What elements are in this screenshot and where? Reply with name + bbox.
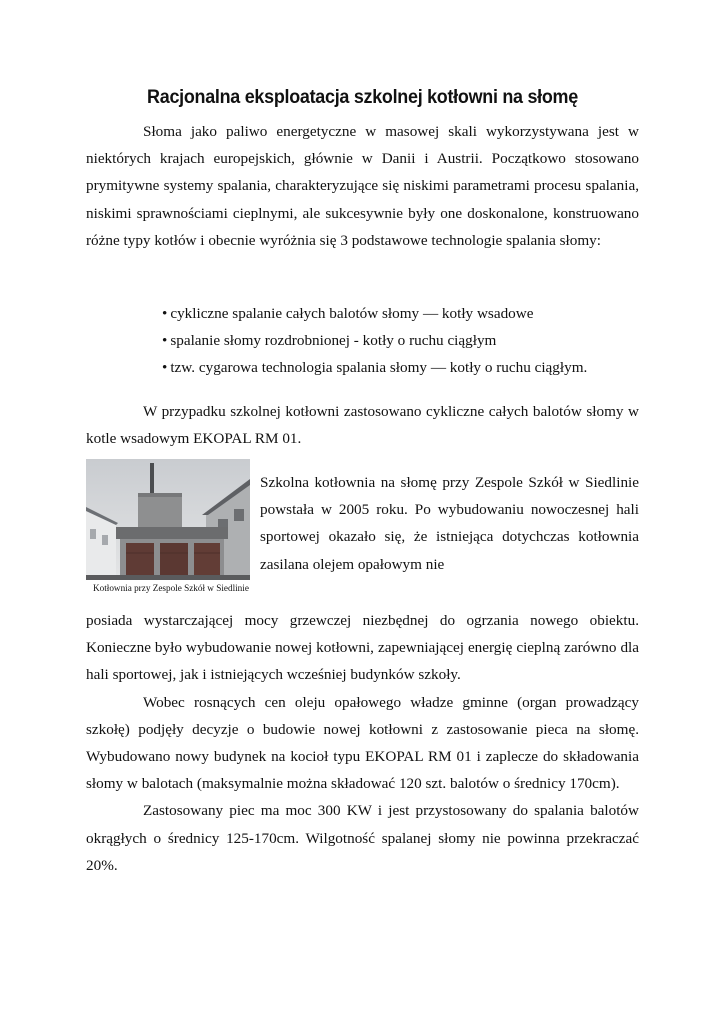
beside-photo-paragraph: Szkolna kotłownia na słomę przy Zespole Szkół w Siedlinie powstała w 2005 roku. Po wybudowaniu nowoczesnej hali sportowej okazało się, że istniejąca dotychczas kotłownia zasilana olejem opałowym nie — [260, 474, 639, 573]
technology-list — [162, 300, 587, 382]
document-title: Racjonalna eksploatacja szkolnej kotłowni na słomę — [147, 86, 578, 108]
boiler-house-photo — [86, 459, 250, 580]
continuation-block — [86, 607, 639, 879]
furnace-paragraph: Zastosowany piec ma moc 300 KW i jest przystosowany do spalania balotów okrągłych o średnicy 125-170cm. Wilgotność spalanej słomy nie powinna przekraczać 20%. — [86, 802, 639, 874]
intro-paragraph: Słoma jako paliwo energetyczne w masowej skali wykorzystywana jest w niektórych krajach europejskich, głównie w Danii i Austrii. Początkowo stosowano prymitywne systemy spalania, charakteryzujące się niskimi parametrami procesu spalania, niskimi sprawnościami cieplnymi, ale sukcesywnie były one doskonalone, konstruowano różne typy kotłów i obecnie wyróżnia się 3 podstawowe technologie spalania słomy: — [86, 123, 639, 249]
continuation-paragraph: posiada wystarczającej mocy grzewczej niezbędnej do ogrzania nowego obiektu. Konieczne było wybudowanie nowej kotłowni, zapewniającej energię cieplną zarówno dla hali sportowej, jak i istniejących wcześniej budynków szkoły. — [86, 612, 639, 684]
list-item: • tzw. cygarowa technologia spalania słomy — kotły o ruchu ciągłym. — [162, 354, 587, 381]
case-paragraph: W przypadku szkolnej kotłowni zastosowano cykliczne całych balotów słomy w kotle wsadowym EKOPAL RM 01. — [86, 403, 639, 448]
list-item: • spalanie słomy rozdrobnionej - kotły o ruchu ciągłym — [162, 327, 587, 354]
oil-price-paragraph: Wobec rosnących cen oleju opałowego władze gminne (organ prowadzący szkołę) podjęły decyzje o budowie nowej kotłowni z zastosowanie pieca na słomę. Wybudowano nowy budynek na kocioł typu EKOPAL RM 01 i zaplecze do składowania słomy w balotach (maksymalnie można składować 120 szt. balotów o średnicy 170cm). — [86, 693, 639, 793]
boiler-house-figure — [86, 459, 250, 594]
list-item: • cykliczne spalanie całych balotów słomy — kotły wsadowe — [162, 300, 587, 327]
photo-caption: Kotłownia przy Zespole Szkół w Siedlinie — [93, 583, 249, 593]
